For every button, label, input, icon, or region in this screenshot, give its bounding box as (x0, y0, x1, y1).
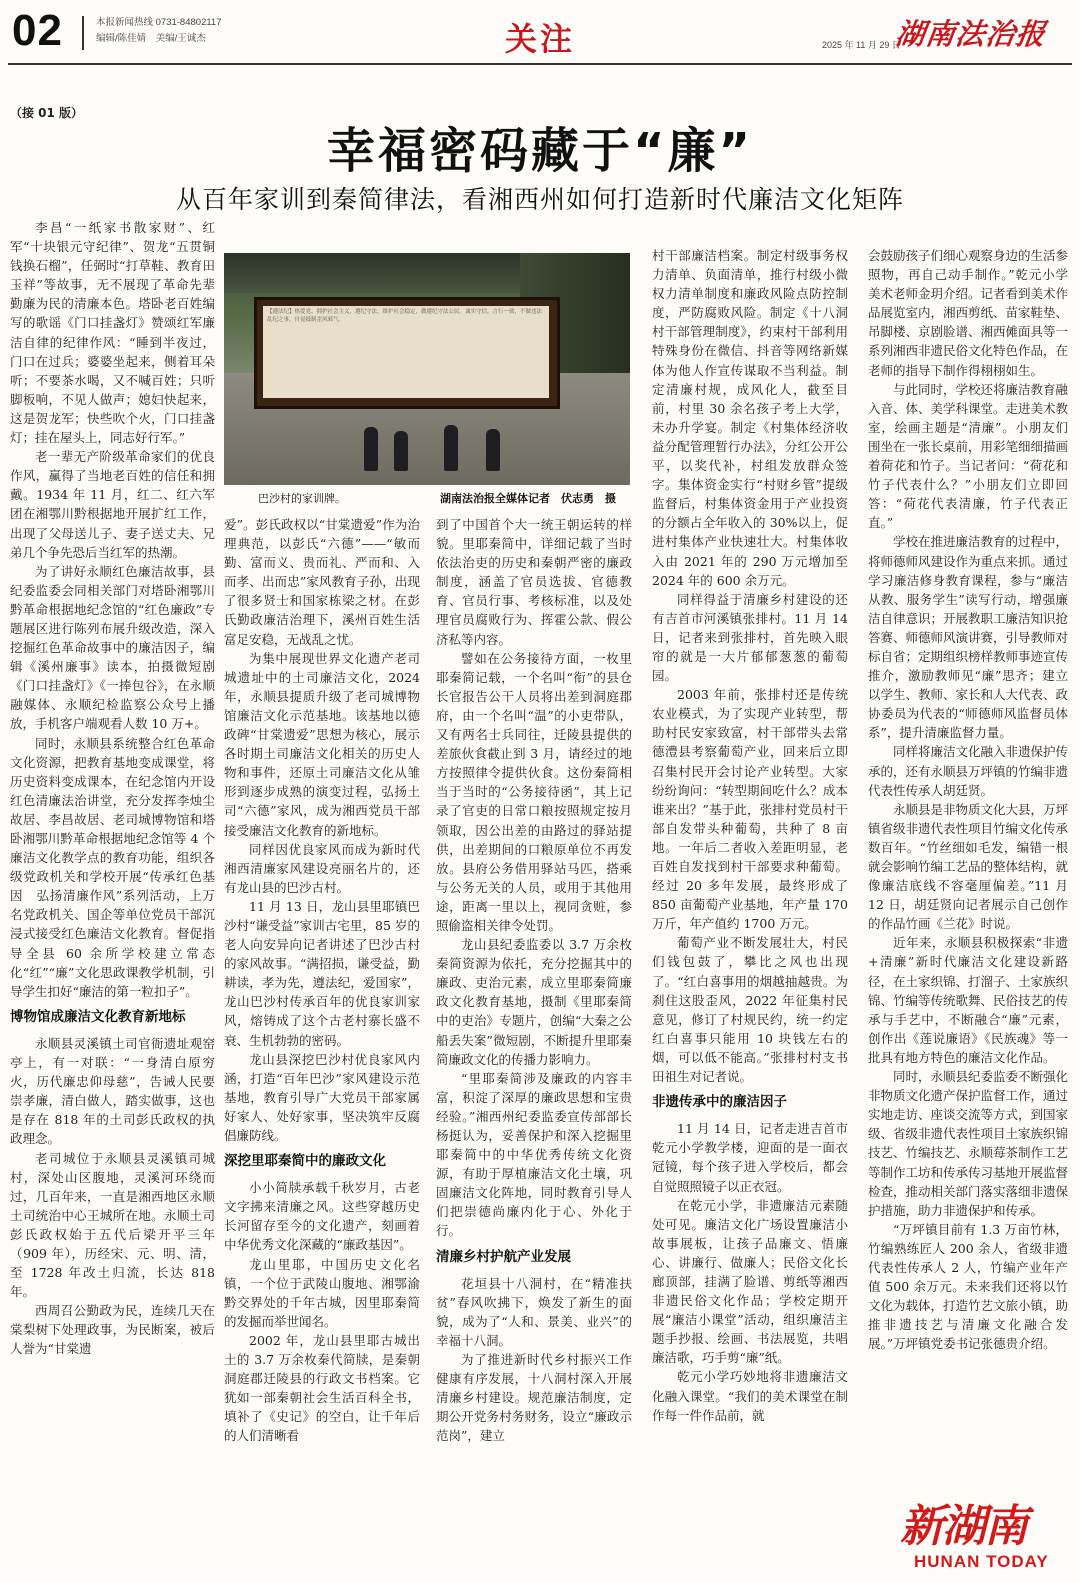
watermark-logo (900, 1490, 1049, 1571)
page-header (0, 0, 1080, 62)
paragraph: 与此同时，学校还将廉洁教育融入音、体、美学科课堂。走进美术教室，绘画主题是“清廉”。小朋友们围坐在一张长桌前，用彩笔细细描画着荷花和竹子。当记者问：“荷花和竹子代表什么？”小朋友们立即回答：“荷花代表清廉，竹子代表正直。” (868, 381, 1068, 531)
news-hotline: 本报新闻热线 0731-84802117 (96, 17, 222, 28)
section-title: 关注 (504, 20, 575, 58)
family-motto-text: 【遵法纪】热爱党、拥护社会主义，遵纪守法，维护社会稳定，做遵纪守法公民。诚实守信，言行一致，不做违法乱纪之事，自觉抵制歪风邪气。 (263, 306, 549, 398)
paragraph: 葡萄产业不断发展壮大，村民们钱包鼓了，攀比之风也出现了。“红白喜事用的烟越抽越贵。为刹住这股歪风，2022 年征集村民意见，修订了村规民约，统一约定红白喜事只能用 10 块钱左右的烟，可以低不能高。”张排村村支书田祖生对记者说。 (652, 935, 848, 1085)
paragraph: 11 月 13 日，龙山县里耶镇巴沙村“谦受益”家训古宅里，85 岁的老人向安异向记者讲述了巴沙古村的家风故事。“满招损，谦受益，勤耕读，孝为先，遵法纪，爱国家”，龙山巴沙村传承百年的优良家训家风，熔铸成了这个古老村寨长盛不衰、生机勃勃的密码。 (224, 898, 420, 1048)
paragraph: “万坪镇目前有 1.3 万亩竹林，竹编熟练匠人 200 余人，省级非遗代表性传承人 2 人，竹编产业年产值 500 余万元。未来我们还将以竹文化为载体，打造竹艺文旅小镇，助推非遗技艺与清廉文化融合发展。”万坪镇党委书记张德贵介绍。 (868, 1221, 1068, 1352)
photo-caption: 巴沙村的家训牌。 (258, 492, 346, 505)
page-number: 02 (12, 6, 63, 55)
paragraph: 近年来，永顺县积极探索“非遗+清廉”新时代廉洁文化建设新路径，在土家织锦、打溜子、土家族织锦、竹编等传统歌舞、民俗技艺的传承与手艺中，不断融合“廉”元素，创作出《莲说廉语》《民族魂》等一批具有地方特色的廉洁文化作品。 (868, 935, 1068, 1065)
article-column-1 (10, 218, 215, 1548)
paragraph: 同时，永顺县纪委监委不断强化非物质文化遗产保护监督工作，通过实地走访、座谈交流等方式，到国家级、省级非遗代表性项目土家族织锦技艺、竹编技艺、永顺莓茶制作工艺等制作工坊和传承传习基地开展监督检查，推动相关部门落实落细非遗保护措施，助力非遗保护和传承。 (868, 1069, 1068, 1218)
paragraph: 龙山里耶，中国历史文化名镇，一个位于武陵山腹地、湘鄂渝黔交界处的千年古城，因里耶秦简的发掘而举世闻名。 (224, 1256, 420, 1329)
article-photo (224, 253, 630, 485)
article-column-2 (224, 515, 420, 1550)
paragraph: 同样将廉洁文化融入非遗保护传承的，还有永顺县万坪镇的竹编非遗代表性传承人胡廷贤。 (868, 744, 1068, 798)
photo-credit: 湖南法治报全媒体记者 伏志勇 摄 (440, 492, 616, 505)
paragraph: 11 月 14 日，记者走进吉首市乾元小学教学楼，迎面的是一面衣冠镜，每个孩子进入学校后，都会自觉照照镜子以正衣冠。 (652, 1121, 848, 1194)
watermark-logo-text: 新湖南 (900, 1501, 1026, 1552)
paragraph: 永顺县灵溪镇土司官衙遗址观窑亭上，有一对联：“一身清白原穷火，历代廉忠仰母慈”，告诫人民要崇孝廉，清白做人，踏实做事，这也是存在 818 年的土司彭氏政权的执政理念。 (10, 1035, 215, 1147)
paragraph: 龙山县深挖巴沙村优良家风内涵，打造“百年巴沙”家风建设示范基地，教育引导广大党员干部家属好家人、处好家事，坚决筑牢反腐倡廉防线。 (224, 1051, 420, 1143)
paragraph: 花垣县十八洞村，在“精准扶贫”春风吹拂下，焕发了新生的面貌，成为了“人和、景美、业兴”的幸福十八洞。 (436, 1275, 632, 1348)
headline: 幸福密码藏于“廉” (326, 123, 754, 179)
article-column-4 (652, 246, 848, 1550)
paragraph: 会鼓励孩子们细心观察身边的生活参照物，再自己动手制作。”乾元小学美术老师金玥介绍。记者看到美术作品展览室内，湘西剪纸、苗家鞋垫、吊脚楼、京剧脸谱、湘西傩面具等一系列湘西非遗民俗文化特色作品，在老师的指导下制作得栩栩如生。 (868, 248, 1068, 378)
section-heading: 博物馆成廉洁文化教育新地标 (10, 1008, 186, 1025)
photo-visitor (444, 425, 458, 471)
paragraph: 老司城位于永顺县灵溪镇司城村，深处山区腹地，灵溪河环绕而过，几百年来，一直是湘西地区永顺土司统治中心王城所在地。永顺土司彭氏政权始于五代后梁开平三年（909 年），历经宋、元、明、清，至 1728 年改土归流，长达 818 年。 (10, 1150, 215, 1300)
paragraph: 龙山县纪委监委以 3.7 万余枚秦简资源为依托，充分挖掘其中的廉政、吏治元素，成立里耶秦简廉政文化教育基地，摄制《里耶秦简中的吏治》专题片，创编“大秦之公船丢失案”微短剧，不断提升里耶秦简廉政文化的传播力影响力。 (436, 937, 632, 1067)
editor-credits: 编辑/陈佳婧 美编/王诚杰 (96, 33, 206, 44)
family-motto-board (254, 297, 560, 409)
paragraph: 为集中展现世界文化遗产老司城遗址中的土司廉洁文化，2024 年，永顺县提质升级了老司城博物馆廉洁文化示范基地。该基地以德政碑“甘棠遗爱”思想为核心，展示各时期土司廉洁文化相关的历史人物和事件，还原土司廉洁文化从雏形到逐步成熟的演变过程，弘扬土司“六德”家风，成为湘西党员干部接受廉洁文化教育的新地标。 (224, 650, 420, 838)
paragraph: 为了推进新时代乡村振兴工作健康有序发展，十八洞村深入开展清廉乡村建设。规范廉洁制度，定期公开党务村务财务，设立“廉政示范岗”，建立 (436, 1352, 632, 1444)
paragraph: 村干部廉洁档案。制定村级事务权力清单、负面清单，推行村级小微权力清单制度和廉政风险点防控制度，严防腐败风险。制定《十八洞村干部管理制度》，约束村干部利用特殊身份在微信、抖音等网络新媒体为他人作宣传谋取不当利益。制定清廉村规，成风化人，截至目前，村里 30 余名孩子考上大学，未办升学宴。制定《村集体经济收益分配管理暂行办法》，分红公开公平，以奖代补，村组发放群众签字。集体资金实行“村财乡管”提级监督后，村集体资金用于产业投资的分额占全年收入的 30%以上，促进村集体产业快速壮大。村集体收入由 2021 年的 290 万元增加至 2024 年的 600 余万元。 (652, 248, 848, 588)
paragraph: 同样得益于清廉乡村建设的还有吉首市河溪镇张排村。11 月 14 日，记者来到张排村，首先映入眼帘的就是一大片郁郁葱葱的葡萄园。 (652, 591, 848, 684)
continued-marker: （接 01 版） (10, 106, 84, 120)
paragraph: 2002 年，龙山县里耶古城出土的 3.7 万余枚秦代简牍，是秦朝洞庭郡迁陵县的行政文书档案。它犹如一部秦朝社会生活百科全书，填补了《史记》的空白，让千年后的人们清晰看 (224, 1332, 420, 1444)
paragraph: 为了讲好永顺红色廉洁故事，县纪委监委会同相关部门对塔卧湘鄂川黔革命根据地纪念馆的“红色廉政”专题展区进行陈列布展升级改造，深入挖掘红色革命故事中的廉洁因子，编辑《溪州廉事》读本，拍摄微短剧《门口挂盏灯》《一捧包谷》，在永顺融媒体、永顺纪检监察公众号上播放，手机客户端观看人数 10 万+。 (10, 563, 215, 732)
watermark-tagline: HUNAN TODAY (914, 1552, 1049, 1571)
issue-date: 2025 年 11 月 29 日 (822, 40, 901, 50)
photo-visitor (364, 427, 378, 471)
paragraph: 2003 年前，张排村还是传统农业模式，为了实现产业转型，帮助村民安家致富，村干部带头去常德澧县考察葡萄产业，回来后立即召集村民开会讨论产业转型。大家纷纷询问：“转型期间吃什么？成本谁来出？”基于此，张排村党员村干部自发带头种葡萄，共种了 8 亩地。一年后二者收入差距明显，老百姓自发找到村干部要求种葡萄。经过 20 多年发展，最终形成了 850 亩葡萄产业基地，年产量 170 万斤，年产值约 1700 万元。 (652, 687, 848, 932)
section-heading: 非遗传承中的廉洁因子 (652, 1094, 787, 1111)
paragraph: 在乾元小学，非遗廉洁元素随处可见。廉洁文化广场设置廉洁小故事展板，让孩子品廉文、悟廉心、讲廉行、做廉人；民俗文化长廊顶部，挂满了脸谱、剪纸等湘西非遗民俗文化作品；学校定期开展“廉洁小课堂”活动，组织廉洁主题手抄报、绘画、书法展览，共唱廉洁歌，巧手剪“廉”纸。 (652, 1197, 848, 1366)
section-heading: 深挖里耶秦简中的廉政文化 (224, 1153, 386, 1170)
section-heading: 清廉乡村护航产业发展 (436, 1248, 571, 1265)
article-column-3 (436, 515, 632, 1550)
newspaper-masthead: 湖南法治报 (893, 17, 1049, 51)
paragraph: 譬如在公务接待方面，一枚里耶秦简记载，一个名叫“衔”的县仓长官报告公干人员将出差到洞庭郡府，由一个名叫“温”的小吏带队，又有两名士兵同往，迁陵县提供的差旅伙食截止到 3 月，请经过的地方按照律令提供伙食。这份秦简相当于当时的“公务接待函”，其上记录了官吏的日常口粮按照规定按月领取，因公出差的由路过的驿站提供，出差期间的口粮原单位不再发放。县府公务借用驿站马匹，搭乘与公务无关的人员，或用于其他用途，距离一里以上，视同贪赃，参照偷盗相关律令处罚。 (436, 650, 632, 933)
article-column-5 (868, 246, 1068, 1486)
header-divider (82, 16, 84, 50)
paragraph: 李昌“一纸家书散家财”、红军“十块银元守纪律”、贺龙“五贯铜钱换石榴”，任弼时“打草鞋、教育田玉祥”等故事，无不展现了革命先辈勤廉为民的清廉本色。塔卧老百姓编写的歌谣《门口挂盏灯》赞颂红军廉洁自律的纪律作风：“睡到半夜过，门口在过兵；婆婆坐起来，侧着耳朵听；不要茶水喝，又不喊百姓；只听脚板响，不见人做声；媳妇快起来，这是贺龙军；快些吹个火，门口挂盏灯；挂在屋头上，同志好行军。” (10, 220, 215, 446)
photo-visitor (486, 429, 500, 471)
photo-visitor (394, 431, 408, 471)
paragraph: 老一辈无产阶级革命家们的优良作风，赢得了当地老百姓的信任和拥戴。1934 年 11 月，红二、红六军团在湘鄂川黔根据地开展扩红工作，出现了父母送儿子、妻子送丈夫、兄弟几个争先恐后当红军的热潮。 (10, 449, 215, 560)
paragraph: 小小简牍承载千秋岁月，古老文字拂来清廉之风。这些穿越历史长河留存至今的文化遗产，刻画着中华优秀文化深藏的“廉政基因”。 (224, 1180, 420, 1253)
paragraph: “里耶秦简涉及廉政的内容丰富，积淀了深厚的廉政思想和宝贵经验。”湘西州纪委监委宣传部部长杨挺认为，妥善保护和深入挖掘里耶秦简中的中华优秀传统文化资源，有助于厚植廉洁文化土壤，巩固廉洁文化阵地，同时教育引导人们把崇德尚廉内化于心、外化于行。 (436, 1070, 632, 1239)
paragraph: 乾元小学巧妙地将非遗廉洁文化融入课堂。“我们的美术课堂在制作每一件作品前，就 (652, 1369, 848, 1423)
paragraph: 同时，永顺县系统整合红色革命文化资源，把教育基地变成课堂，将历史资料变成课本，在纪念馆内开设红色清廉法治讲堂，充分发挥李烛尘故居、李昌故居、老司城博物馆和塔卧湘鄂川黔革命根据地纪念馆等 4 个廉洁文化教学点的教育功能，组织各级党政机关和学校开展“传承红色基因 弘扬清廉作风”系列活动，上万名党政机关、国企等单位党员干部沉浸式接受红色廉洁文化教育。督促指导全县 60 余所学校建立常态化“红”“廉”文化思政课教学机制，引导学生扣好“廉洁的第一粒扣子”。 (10, 735, 215, 999)
paragraph: 同样因优良家风而成为新时代湘西清廉家风建设亮丽名片的，还有龙山县的巴沙古村。 (224, 841, 420, 895)
paragraph: 爱”。彭氏政权以“甘棠遗爱”作为治理典范，以彭氏“六德”——“敏而勤、富而义、贵而礼、严而和、入而孝、出而忠”家风教育子孙，出现了很多贤士和国家栋梁之材。在彭氏勤政廉洁治理下，溪州百姓生活富足安稳，无战乱之忧。 (224, 517, 420, 647)
paragraph: 到了中国首个大一统王朝运转的样貌。里耶秦简中，详细记载了当时依法治吏的历史和秦朝严密的廉政制度，涵盖了官员选拔、官德教育、官员行事、考核标准，以及处理官员腐败行为、挥霍公款、假公济私等内容。 (436, 517, 632, 647)
paragraph: 学校在推进廉洁教育的过程中，将师德师风建设作为重点来抓。通过学习廉洁修身教育课程，参与“廉洁从教、服务学生”读写行动，增强廉洁自律意识；开展教职工廉洁知识抢答赛、师德师风演讲赛，引导教师对标自省；定期组织榜样教师事迹宣传推介，激励教师见“廉”思齐；建立以学生、教师、家长和人大代表、政协委员为代表的“师德师风监督员体系”，提升清廉监督力量。 (868, 534, 1068, 741)
paragraph: 永顺县是非物质文化大县，万坪镇省级非遗代表性项目竹编文化传承数百年。“竹丝细如毛发，编错一根就会影响竹编工艺品的整体结构，就像廉洁底线不容毫厘偏差。”11 月 12 日，胡廷贤向记者展示自己创作的作品竹画《兰花》时说。 (868, 801, 1068, 932)
paragraph: 西周召公勤政为民，连续几天在棠梨树下处理政事，为民断案，被后人誉为“甘棠遗 (10, 1303, 215, 1357)
subheadline: 从百年家训到秦简律法，看湘西州如何打造新时代廉洁文化矩阵 (175, 185, 904, 214)
header-rule (8, 63, 1072, 65)
